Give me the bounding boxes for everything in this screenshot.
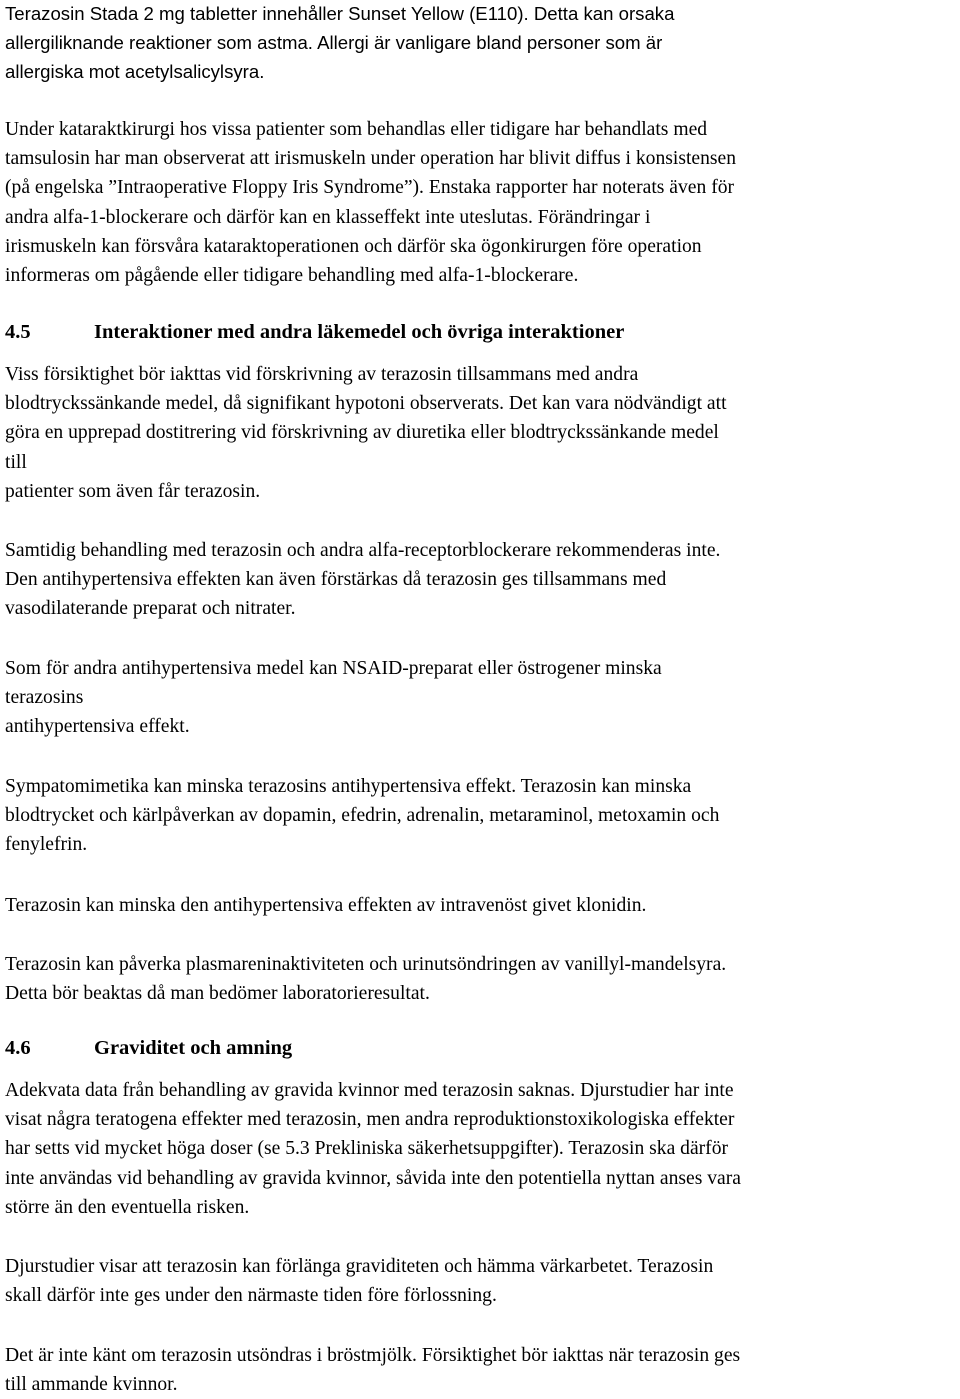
text-line: vasodilaterande preparat och nitrater. — [5, 598, 296, 620]
text-line: göra en upprepad dostitrering vid förskrivning av diuretika eller blodtryckssänkande medel — [5, 422, 719, 444]
interactions-paragraph-2 — [5, 536, 720, 624]
text-line: inte användas vid behandling av gravida kvinnor, såvida inte den potentiella nyttan anses vara — [5, 1167, 741, 1189]
text-line: skall därför inte ges under den närmaste tiden före förlossning. — [5, 1285, 497, 1307]
breastfeeding-paragraph — [5, 1341, 740, 1399]
text-line: andra alfa-1-blockerare och därför kan en klasseffekt inte uteslutas. Förändringar i — [5, 206, 651, 228]
interactions-paragraph-4 — [5, 772, 719, 860]
text-line: terazosins — [5, 687, 84, 709]
text-line: allergiska mot acetylsalicylsyra. — [5, 61, 265, 83]
interactions-paragraph-5 — [5, 891, 646, 920]
text-line: (på engelska ”Intraoperative Floppy Iris Syndrome”). Enstaka rapporter har noterats även för — [5, 177, 735, 199]
text-line: patienter som även får terazosin. — [5, 480, 261, 502]
text-line: Sympatomimetika kan minska terazosins antihypertensiva effekt. Terazosin kan minska — [5, 776, 692, 797]
text-line: större än den eventuella risken. — [5, 1196, 250, 1218]
text-line: blodtryckssänkande medel, då signifikant hypotoni observerats. Det kan vara nödvändigt att — [5, 393, 727, 415]
ifis-paragraph — [5, 115, 736, 290]
section-title: Graviditet och amning — [94, 1037, 293, 1059]
text-line: har setts vid mycket höga doser (se 5.3 Prekliniska säkerhetsuppgifter). Terazosin ska därför — [5, 1138, 729, 1160]
text-line: till ammande kvinnor. — [5, 1374, 178, 1396]
pregnancy-paragraph-1 — [5, 1076, 741, 1222]
text-line: Samtidig behandling med terazosin och andra alfa-receptorblockerare rekommenderas inte. — [5, 540, 721, 561]
text-line: allergiliknande reaktioner som astma. Allergi är vanligare bland personer som är — [5, 32, 663, 54]
text-line: blodtrycket och kärlpåverkan av dopamin, efedrin, adrenalin, metaraminol, metoxamin och — [5, 805, 720, 827]
text-line: Terazosin Stada 2 mg tabletter innehåller Sunset Yellow (E110). Detta kan orsaka — [5, 3, 675, 24]
section-number: 4.6 — [5, 1037, 31, 1059]
text-line: Under kataraktkirurgi hos vissa patienter som behandlas eller tidigare har behandlats med — [5, 119, 708, 140]
interactions-paragraph-3 — [5, 654, 662, 742]
section-heading-4-6 — [5, 1034, 292, 1063]
text-line: fenylefrin. — [5, 834, 88, 856]
text-line: Terazosin kan minska den antihypertensiva effekten av intravenöst givet klonidin. — [5, 895, 647, 916]
text-line: Den antihypertensiva effekten kan även förstärkas då terazosin ges tillsammans med — [5, 569, 667, 591]
text-line: Viss försiktighet bör iakttas vid förskrivning av terazosin tillsammans med andra — [5, 364, 639, 385]
text-line: tamsulosin har man observerat att irismuskeln under operation har blivit diffus i konsistensen — [5, 148, 736, 170]
pregnancy-paragraph-2 — [5, 1252, 713, 1310]
interactions-paragraph-6 — [5, 950, 726, 1008]
text-line: Adekvata data från behandling av gravida kvinnor med terazosin saknas. Djurstudier har inte — [5, 1080, 734, 1101]
interactions-paragraph-1 — [5, 360, 727, 506]
intro-paragraph — [5, 0, 674, 87]
section-heading-4-5 — [5, 318, 624, 347]
text-line: visat några teratogena effekter med terazosin, men andra reproduktionstoxikologiska effekter — [5, 1109, 735, 1131]
text-line: Det är inte känt om terazosin utsöndras i bröstmjölk. Försiktighet bör iakttas när terazosin ges — [5, 1345, 741, 1366]
section-title: Interaktioner med andra läkemedel och övriga interaktioner — [94, 321, 625, 343]
text-line: Djurstudier visar att terazosin kan förlänga graviditeten och hämma värkarbetet. Terazosin — [5, 1256, 714, 1277]
text-line: Detta bör beaktas då man bedömer laboratorieresultat. — [5, 983, 430, 1005]
text-line: irismuskeln kan försvåra kataraktoperationen och därför ska ögonkirurgen före operation — [5, 235, 702, 257]
text-line: Terazosin kan påverka plasmareninaktiviteten och urinutsöndringen av vanillyl-mandelsyra. — [5, 954, 727, 975]
section-number: 4.5 — [5, 321, 31, 343]
text-line: till — [5, 451, 27, 473]
text-line: Som för andra antihypertensiva medel kan NSAID-preparat eller östrogener minska — [5, 658, 662, 679]
text-line: antihypertensiva effekt. — [5, 716, 190, 738]
text-line: informeras om pågående eller tidigare behandling med alfa-1-blockerare. — [5, 265, 579, 287]
